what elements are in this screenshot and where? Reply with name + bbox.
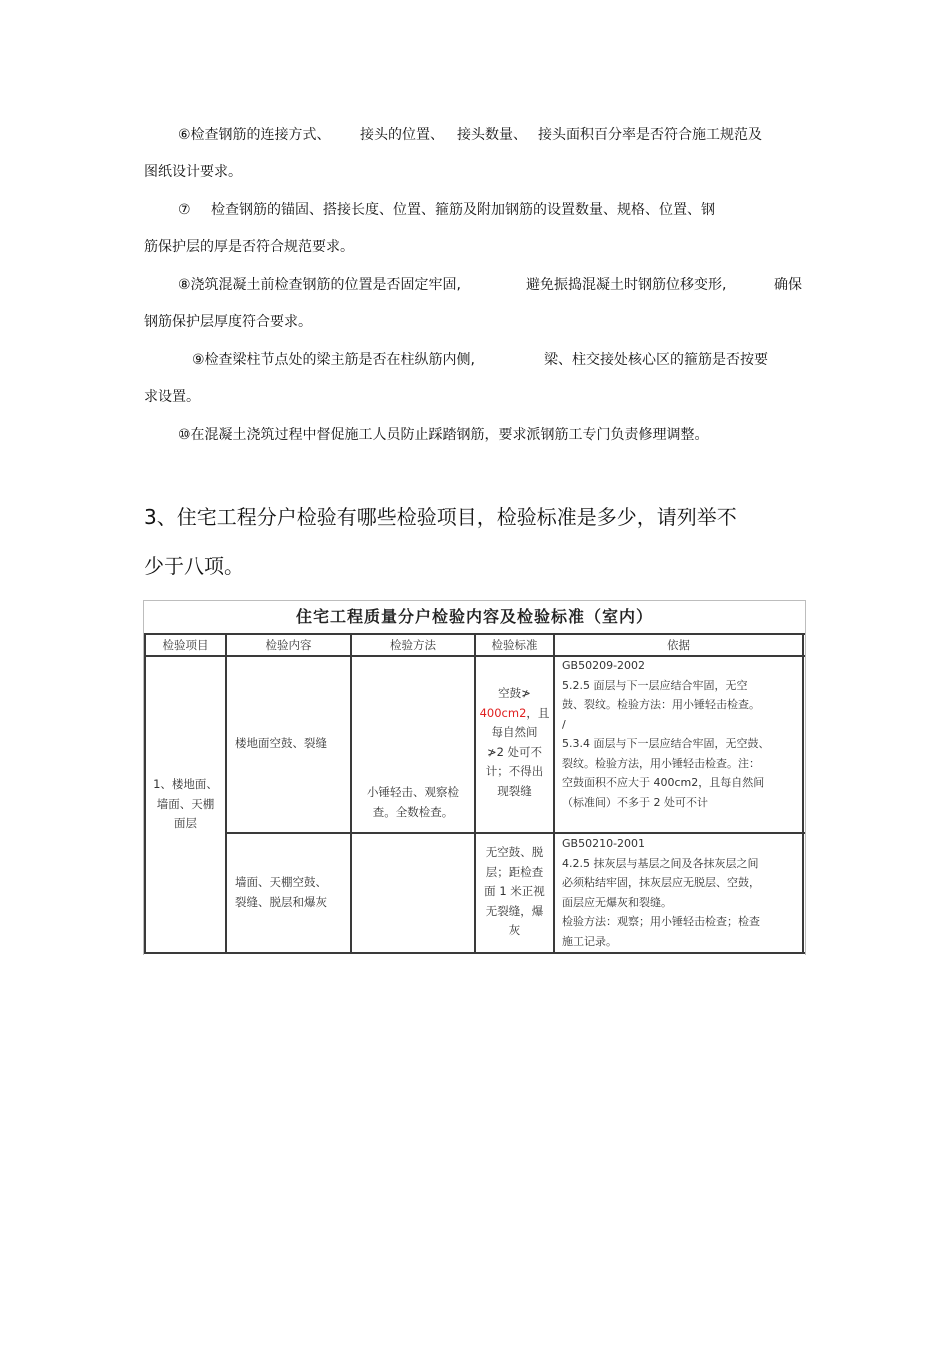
row1-standard-red: 400cm2	[479, 705, 527, 720]
row2-standard	[476, 843, 553, 941]
p10-seg-1: ⑩在混凝土浇筑过程中督促施工人员防止踩踏钢筋，要求派钢筋工专门负责修理调整。	[178, 427, 709, 443]
row1-basis-line-7: 空鼓面积不应大于 400cm2，且每自然间	[562, 776, 765, 789]
p6-seg-4: 接头面积百分率是否符合施工规范及	[538, 127, 762, 143]
header-item: 检验项目	[162, 638, 209, 652]
row2-content	[235, 873, 349, 912]
method-cell	[352, 783, 474, 822]
row2-standard-line-3: 面 1 米正视	[484, 884, 545, 898]
row1-basis-line-2: 5.2.5 面层与下一层应结合牢固，无空	[562, 678, 748, 692]
question-line-1: 3、住宅工程分户检验有哪些检验项目，检验标准是多少，请列举不	[144, 505, 737, 529]
p6-line-2: 图纸设计要求。	[144, 164, 242, 180]
p7-seg-1: ⑦	[178, 202, 191, 218]
row2-content-line-1: 墙面、天棚空鼓、	[235, 875, 327, 889]
row1-standard-line-6: 现裂缝	[497, 783, 532, 798]
header-basis: 依据	[667, 638, 690, 652]
row2-basis-line-3: 必须粘结牢固，抹灰层应无脱层、空鼓，	[562, 876, 760, 889]
header-content: 检验内容	[265, 638, 312, 652]
row1-basis-line-3: 鼓、裂纹。检验方法：用小锤轻击检查。	[562, 698, 760, 711]
row2-basis-line-5: 检验方法：观察；用小锤轻击检查；检查	[562, 915, 760, 928]
row2-basis-line-6: 施工记录。	[562, 934, 617, 948]
row2-basis-line-1: GB50210-2001	[562, 837, 646, 850]
row1-basis-line-1: GB50209-2002	[562, 659, 646, 672]
item-line-1: 1、楼地面、	[153, 777, 218, 791]
p7-line-2: 筋保护层的厚是否符合规范要求。	[144, 239, 354, 255]
row2-basis	[562, 834, 802, 951]
item-line-3: 面层	[174, 816, 197, 830]
row1-content: 楼地面空鼓、裂缝	[235, 736, 327, 750]
row1-standard-line-2	[476, 704, 553, 724]
col-rule-1	[225, 633, 227, 954]
p6-seg-1: ⑥检查钢筋的连接方式、	[178, 127, 331, 143]
p7-seg-2: 检查钢筋的锚固、搭接长度、位置、箍筋及附加钢筋的设置数量、规格、位置、钢	[211, 202, 715, 218]
inspection-table	[143, 600, 806, 955]
row1-basis-line-5: 5.3.4 面层与下一层应结合牢固，无空鼓、	[562, 737, 770, 750]
p9-seg-2: 梁、柱交接处核心区的箍筋是否按要	[544, 352, 768, 368]
table-title: 住宅工程质量分户检验内容及检验标准（室内）	[295, 607, 653, 626]
header-method: 检验方法	[390, 638, 436, 652]
p6-seg-3: 接头数量、	[457, 127, 527, 143]
row1-basis	[562, 656, 802, 812]
row1-standard	[476, 684, 553, 801]
header-standard: 检验标准	[491, 638, 538, 652]
row2-basis-line-4: 面层应无爆灰和裂缝。	[562, 895, 672, 909]
row1-standard-line-5: 计；不得出	[485, 764, 544, 778]
method-line-2: 查。全数检查。	[372, 804, 454, 819]
row1-basis-line-4: /	[562, 717, 566, 731]
method-line-1: 小锤轻击、观察检	[367, 785, 459, 799]
p6-seg-2: 接头的位置、	[360, 127, 444, 143]
row1-standard-line-1: 空鼓≯	[498, 686, 531, 700]
row2-standard-line-5: 灰	[508, 923, 521, 937]
p9-line-2: 求设置。	[144, 389, 200, 405]
p9-seg-1: ⑨检查梁柱节点处的梁主筋是否在柱纵筋内侧,	[192, 352, 475, 368]
p8-seg-3: 确保	[774, 277, 802, 293]
row1-standard-line-3: 每自然间	[491, 725, 538, 739]
item-line-2: 墙面、天棚	[156, 796, 215, 811]
item-cell	[146, 775, 225, 834]
col-rule-5	[802, 633, 804, 954]
row2-basis-line-2: 4.2.5 抹灰层与基层之间及各抹灰层之间	[562, 856, 759, 870]
row1-basis-line-8: （标准间）不多于 2 处可不计	[562, 795, 708, 809]
p8-line-2: 钢筋保护层厚度符合要求。	[144, 314, 312, 330]
row1-basis-line-6: 裂纹。检验方法，用小锤轻击检查。注：	[562, 756, 760, 770]
p8-seg-1: ⑧浇筑混凝土前检查钢筋的位置是否固定牢固,	[178, 277, 461, 293]
col-rule-4	[553, 633, 555, 954]
row1-standard-line-4: ≯2 处可不	[486, 744, 543, 759]
row2-standard-line-4: 无裂缝，爆	[485, 903, 544, 918]
row2-standard-line-2: 层；距检查	[485, 864, 544, 879]
p8-seg-2: 避免振捣混凝土时钢筋位移变形,	[526, 277, 727, 293]
question-line-2: 少于八项。	[144, 554, 244, 578]
row1-standard-post-0: ，且	[526, 705, 550, 720]
row2-standard-line-1: 无空鼓、脱	[485, 845, 544, 859]
row2-content-line-2: 裂缝、脱层和爆灰	[235, 894, 327, 909]
